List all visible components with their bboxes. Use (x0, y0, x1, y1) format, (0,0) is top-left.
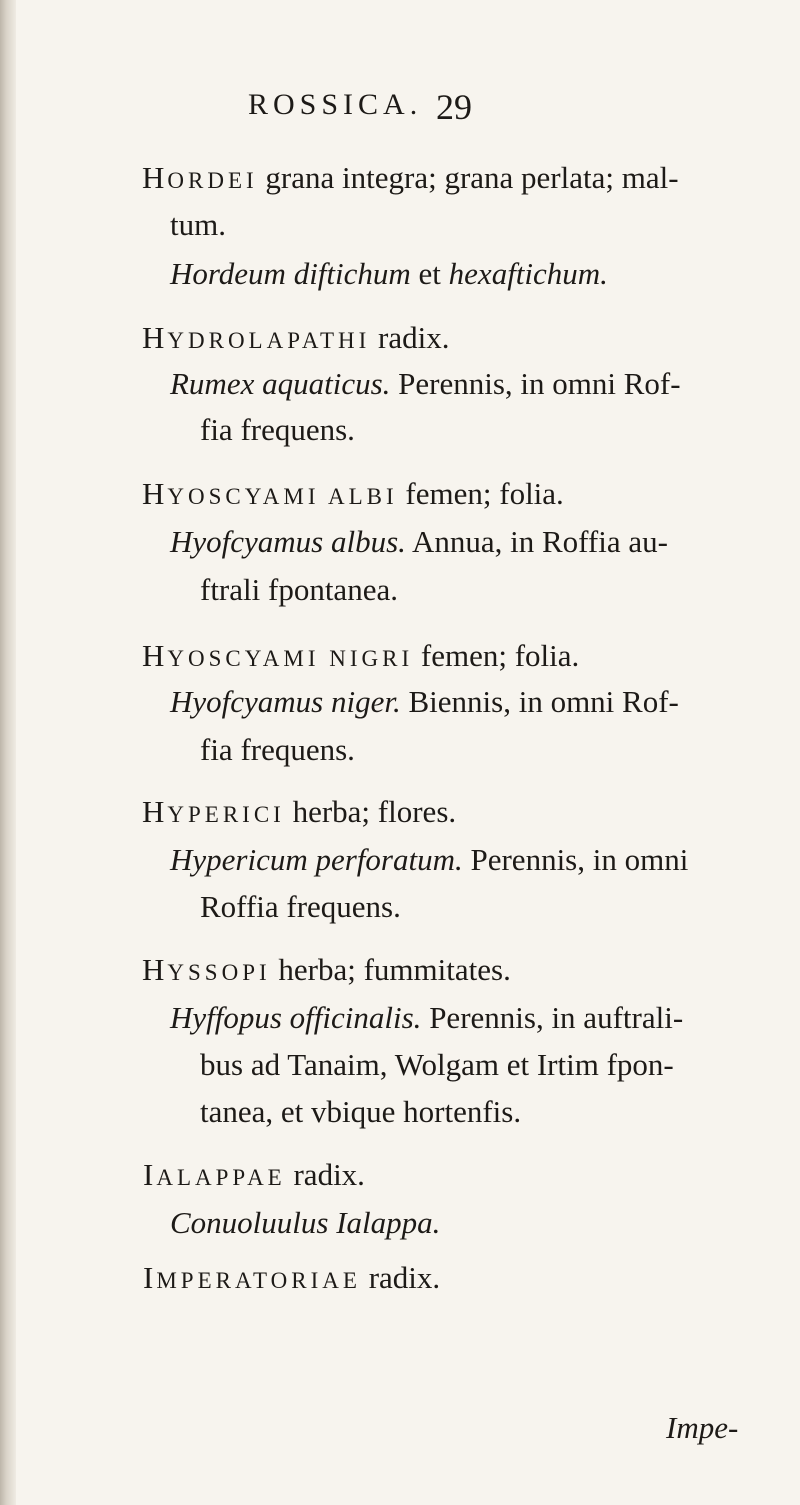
entry-hyoscyami-nigri-headline: HYOSCYAMI NIGRI femen; folia. (142, 638, 580, 673)
entry-hyssopi-desc-cont2: tanea, et vbique hortenfis. (200, 1094, 522, 1129)
running-title: ROSSICA. (248, 88, 423, 121)
page-number: 29 (436, 87, 472, 127)
entry-hyoscyami-nigri-desc-cont: fia frequens. (200, 732, 355, 767)
entry-hordei-headline: HORDEI grana integra; grana perlata; mal- (142, 160, 679, 195)
entry-hydrolapathi-headline: HYDROLAPATHI radix. (142, 320, 450, 355)
entry-hyperici-desc-cont: Roffia frequens. (200, 889, 401, 924)
catchword: Impe- (666, 1410, 739, 1445)
entry-hyperici-latin: Hypericum perforatum. Perennis, in omni (170, 842, 689, 877)
entry-headword: HYOSCYAMI ALBI (142, 476, 398, 511)
entry-hyssopi-latin: Hyffopus officinalis. Perennis, in auftrali- (170, 1000, 684, 1035)
page-header (0, 88, 800, 128)
entry-ialappae-latin: Conuoluulus Ialappa. (170, 1205, 441, 1240)
entry-ialappae-headline: IALAPPAE radix. (143, 1157, 365, 1192)
entry-headword: HYOSCYAMI NIGRI (142, 638, 414, 673)
entry-imperatoriae-headline: IMPERATORIAE radix. (143, 1260, 441, 1295)
entry-headword: HYSSOPI (142, 952, 271, 987)
entry-hyoscyami-albi-headline: HYOSCYAMI ALBI femen; folia. (142, 476, 564, 511)
entry-headword: IMPERATORIAE (143, 1260, 361, 1295)
entry-headword: HYPERICI (142, 794, 285, 829)
entry-hyssopi-headline: HYSSOPI herba; fummitates. (142, 952, 511, 987)
entry-hyoscyami-albi-latin: Hyofcyamus albus. Annua, in Roffia au- (170, 524, 668, 559)
entry-hordei-continuation: tum. (170, 207, 226, 242)
entry-headword: HYDROLAPATHI (142, 320, 371, 355)
entry-hydrolapathi-latin: Rumex aquaticus. Perennis, in omni Rof- (170, 366, 681, 401)
entry-hordei-latin: Hordeum diftichum et hexaftichum. (170, 256, 608, 291)
entry-hyperici-headline: HYPERICI herba; flores. (142, 794, 457, 829)
entry-hyoscyami-nigri-latin: Hyofcyamus niger. Biennis, in omni Rof- (170, 684, 679, 719)
entry-headword: HORDEI (142, 160, 258, 195)
entry-hyssopi-desc-cont: bus ad Tanaim, Wolgam et Irtim fpon- (200, 1047, 674, 1082)
entry-headword: IALAPPAE (143, 1157, 286, 1192)
entry-hyoscyami-albi-desc-cont: ftrali fpontanea. (200, 572, 398, 607)
entry-hydrolapathi-desc-cont: fia frequens. (200, 412, 355, 447)
